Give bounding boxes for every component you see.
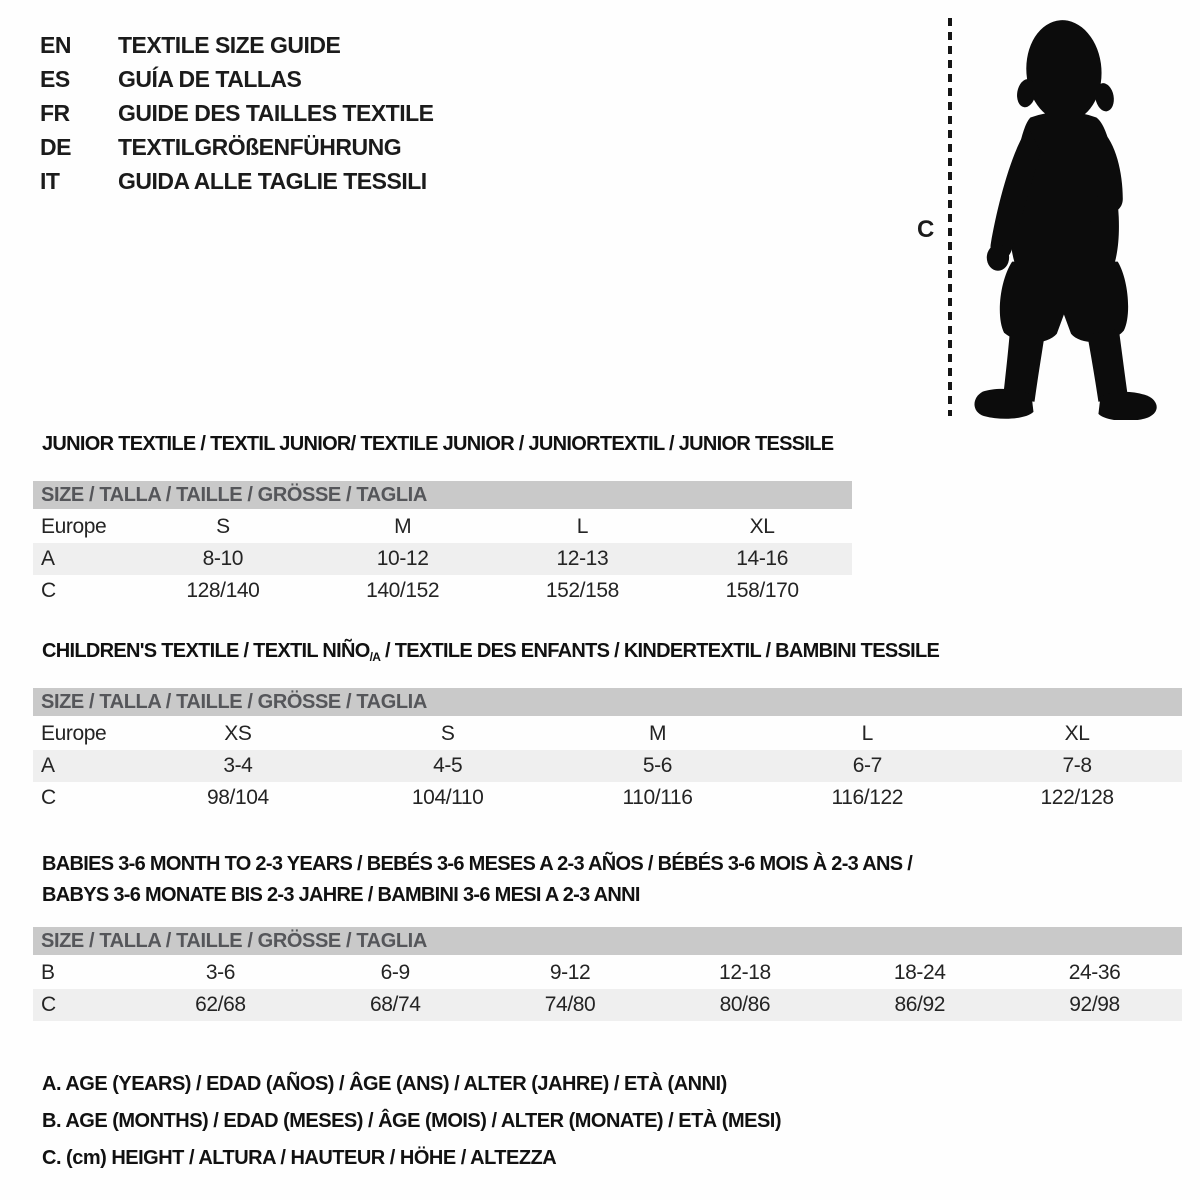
column-header: XS	[224, 722, 252, 745]
heading-line-1: BABIES 3-6 MONTH TO 2-3 YEARS / BEBÉS 3-6 MESES A 2-3 AÑOS / BÉBÉS 3-6 MOIS À 2-3 ANS /	[42, 853, 913, 875]
column-header: L	[861, 722, 873, 745]
column-header: XL	[1064, 722, 1090, 745]
column-header: XL	[749, 515, 775, 538]
heading-text: / TEXTILE DES ENFANTS / KINDERTEXTIL / BAMBINI TESSILE	[380, 640, 940, 662]
column-header: M	[648, 722, 667, 745]
guide-title: GUÍA DE TALLAS	[118, 65, 302, 92]
table-header-row	[33, 718, 1182, 750]
children-section-heading	[42, 640, 939, 663]
cell-value: 110/116	[622, 786, 693, 809]
height-dashed-line	[948, 18, 952, 416]
babies-section-heading	[42, 849, 912, 911]
guide-title: TEXTILGRÖßENFÜHRUNG	[118, 133, 402, 160]
cell-value: 152/158	[545, 579, 619, 602]
junior-size-bar: SIZE / TALLA / TAILLE / GRÖSSE / TAGLIA	[33, 481, 852, 509]
children-size-bar: SIZE / TALLA / TAILLE / GRÖSSE / TAGLIA	[33, 688, 1182, 716]
cell-value: 10-12	[376, 547, 429, 570]
cell-value: 18-24	[893, 961, 946, 984]
cell-value: 104/110	[411, 786, 484, 809]
cell-value: 12-18	[719, 961, 771, 984]
cell-value: 92/98	[1069, 993, 1120, 1016]
heading-subscript: /A	[369, 650, 381, 664]
cell-value: 8-10	[202, 547, 244, 570]
guide-title: TEXTILE SIZE GUIDE	[118, 31, 341, 58]
cell-value: 6-9	[380, 961, 410, 984]
language-row-fr	[40, 96, 434, 130]
height-measure-label: C	[917, 216, 935, 243]
language-row-de	[40, 130, 434, 164]
column-header: S	[440, 722, 455, 745]
column-header: M	[394, 515, 412, 538]
table-row-height	[33, 575, 852, 607]
height-measurement-figure	[905, 14, 1195, 420]
cell-value: 86/92	[894, 993, 946, 1016]
language-code: EN	[40, 31, 71, 58]
language-code: DE	[40, 133, 71, 160]
table-row-months	[33, 957, 1182, 989]
guide-title: GUIDA ALLE TAGLIE TESSILI	[118, 167, 427, 194]
table-row-height	[33, 989, 1182, 1021]
column-header: L	[576, 515, 589, 538]
heading-line-2: BABYS 3-6 MONATE BIS 2-3 JAHRE / BAMBINI 3-6 MESI A 2-3 ANNI	[42, 884, 640, 906]
row-label: B	[41, 961, 55, 984]
language-code: IT	[40, 167, 60, 194]
cell-value: 98/104	[206, 786, 269, 809]
cell-value: 7-8	[1062, 754, 1092, 777]
cell-value: 122/128	[1040, 786, 1114, 809]
language-row-it	[40, 164, 434, 198]
column-header: Europe	[41, 722, 107, 745]
junior-section-heading: JUNIOR TEXTILE / TEXTIL JUNIOR/ TEXTILE JUNIOR / JUNIORTEXTIL / JUNIOR TESSILE	[42, 433, 834, 455]
cell-value: 12-13	[556, 547, 609, 570]
cell-value: 3-6	[205, 961, 235, 984]
babies-size-table	[33, 957, 1182, 1021]
column-header: S	[216, 515, 230, 538]
children-size-table	[33, 718, 1182, 814]
language-row-es	[40, 62, 434, 96]
cell-value: 6-7	[852, 754, 882, 777]
row-label: C	[41, 786, 56, 809]
row-label: A	[41, 754, 55, 777]
toddler-silhouette-icon	[963, 14, 1175, 420]
table-row-height	[33, 782, 1182, 814]
cell-value: 62/68	[195, 993, 246, 1016]
cell-value: 140/152	[366, 579, 440, 602]
cell-value: 128/140	[186, 579, 260, 602]
table-row-age	[33, 750, 1182, 782]
legend-line-age-years: A. AGE (YEARS) / EDAD (AÑOS) / ÂGE (ANS) / ALTER (JAHRE) / ETÀ (ANNI)	[42, 1073, 727, 1095]
table-row-age	[33, 543, 852, 575]
language-title-list	[40, 28, 434, 198]
cell-value: 14-16	[736, 547, 788, 570]
cell-value: 68/74	[369, 993, 421, 1016]
row-label: C	[41, 993, 56, 1016]
cell-value: 4-5	[433, 754, 463, 777]
cell-value: 24-36	[1068, 961, 1121, 984]
language-row-en	[40, 28, 434, 62]
legend-line-height: C. (cm) HEIGHT / ALTURA / HAUTEUR / HÖHE / ALTEZZA	[42, 1147, 557, 1169]
cell-value: 9-12	[549, 961, 591, 984]
cell-value: 5-6	[642, 754, 673, 777]
guide-title: GUIDE DES TAILLES TEXTILE	[118, 99, 434, 126]
row-label: C	[41, 579, 56, 602]
language-code: ES	[40, 65, 70, 92]
measurement-legend	[42, 1066, 781, 1177]
cell-value: 116/122	[831, 786, 904, 809]
language-code: FR	[40, 99, 70, 126]
junior-size-table	[33, 511, 852, 607]
cell-value: 158/170	[725, 579, 799, 602]
cell-value: 3-4	[223, 754, 253, 777]
heading-text: CHILDREN'S TEXTILE / TEXTIL NIÑO	[42, 640, 370, 662]
table-header-row	[33, 511, 852, 543]
cell-value: 74/80	[544, 993, 596, 1016]
column-header: Europe	[41, 515, 107, 538]
legend-line-age-months: B. AGE (MONTHS) / EDAD (MESES) / ÂGE (MOIS) / ALTER (MONATE) / ETÀ (MESI)	[42, 1110, 782, 1132]
row-label: A	[41, 547, 55, 570]
cell-value: 80/86	[719, 993, 771, 1016]
babies-size-bar: SIZE / TALLA / TAILLE / GRÖSSE / TAGLIA	[33, 927, 1182, 955]
